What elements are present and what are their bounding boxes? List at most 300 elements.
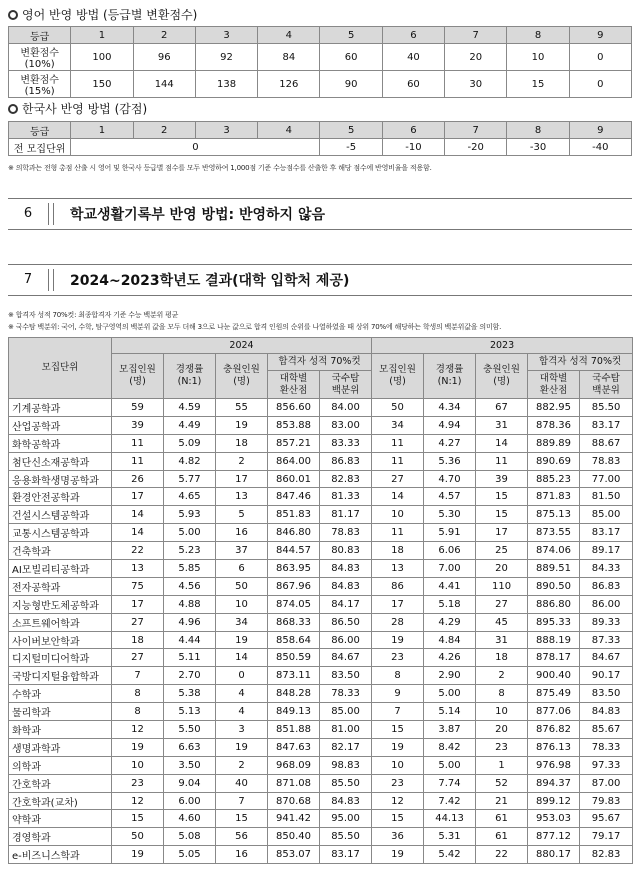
table-cell: 83.50: [320, 667, 372, 685]
table-cell: 871.83: [528, 488, 580, 506]
table-cell: 18: [216, 434, 268, 452]
table-cell: 7.00: [424, 560, 476, 578]
table-cell: 144: [133, 71, 195, 98]
table-cell: 86: [372, 577, 424, 595]
header-cell: 3: [195, 27, 257, 44]
table-cell: 4.88: [164, 595, 216, 613]
table-cell: 10: [372, 506, 424, 524]
table-cell: 14: [372, 488, 424, 506]
table-cell: 75: [112, 577, 164, 595]
table-cell: 20: [476, 560, 528, 578]
history-note: ※ 의학과는 전형 총점 산출 시 영어 및 한국사 등급별 점수를 모두 반영하여 1,000점 기준 수능점수를 산출한 후 해당 점수에 반영비율을 적용함.: [8, 164, 432, 172]
table-cell: 126: [258, 71, 320, 98]
cut-header: 합격자 성적 70%컷: [268, 354, 372, 371]
table-cell: 5.50: [164, 721, 216, 739]
table-cell: 3.87: [424, 721, 476, 739]
table-cell: 37: [216, 542, 268, 560]
header-cell: 8: [507, 122, 569, 139]
unit-name: 교통시스템공학과: [9, 524, 112, 542]
table-cell: 52: [476, 774, 528, 792]
table-cell: 6.00: [164, 792, 216, 810]
table-cell: 13: [112, 560, 164, 578]
section-title: 2024~2023학년도 결과(대학 입학처 제공): [70, 273, 350, 289]
table-cell: 5.13: [164, 703, 216, 721]
table-cell: 18: [112, 631, 164, 649]
column-header: 국수탐 백분위: [580, 371, 633, 399]
table-cell: 40: [216, 774, 268, 792]
table-cell: 880.17: [528, 846, 580, 864]
table-cell: 34: [216, 613, 268, 631]
table-cell: 15: [372, 810, 424, 828]
table-row: [9, 703, 633, 721]
unit-name: 약학과: [9, 810, 112, 828]
table-row: [9, 595, 633, 613]
cut-header: 합격자 성적 70%컷: [528, 354, 633, 371]
table-cell: 110: [476, 577, 528, 595]
header-cell: 6: [382, 122, 444, 139]
table-cell: 5.00: [424, 756, 476, 774]
table-cell: 4.60: [164, 810, 216, 828]
table-cell: 86.50: [320, 613, 372, 631]
table-cell: 84.83: [320, 792, 372, 810]
table-cell: 13: [372, 560, 424, 578]
table-cell: 868.33: [268, 613, 320, 631]
table-cell: 5.00: [424, 685, 476, 703]
header-cell: 1: [71, 122, 133, 139]
header-cell: 등급: [9, 27, 71, 44]
table-cell: 16: [216, 846, 268, 864]
table-cell: 4.27: [424, 434, 476, 452]
table-cell: 941.42: [268, 810, 320, 828]
table-cell: 11: [372, 524, 424, 542]
table-cell: 11: [372, 452, 424, 470]
table-cell: 853.07: [268, 846, 320, 864]
table-cell: 34: [372, 416, 424, 434]
table-cell: 873.11: [268, 667, 320, 685]
table-cell: 10: [372, 756, 424, 774]
table-cell: 55: [216, 399, 268, 417]
table-cell: 5.38: [164, 685, 216, 703]
unit-name: 기계공학과: [9, 399, 112, 417]
table-cell: 899.12: [528, 792, 580, 810]
table-cell: 847.46: [268, 488, 320, 506]
table-cell: 858.64: [268, 631, 320, 649]
table-cell: 45: [476, 613, 528, 631]
table-cell: 50: [216, 577, 268, 595]
table-cell: 23: [372, 649, 424, 667]
table-cell: 19: [372, 738, 424, 756]
unit-name: 건설시스템공학과: [9, 506, 112, 524]
unit-name: 응용화학생명공학과: [9, 470, 112, 488]
table-row: [9, 506, 633, 524]
year-header: 2023: [372, 338, 633, 354]
table-cell: 856.60: [268, 399, 320, 417]
table-cell: 0: [569, 71, 631, 98]
table-row: [9, 139, 632, 156]
table-cell: 50: [372, 399, 424, 417]
table-cell: 17: [112, 595, 164, 613]
table-row: [9, 44, 632, 71]
table-cell: 83.17: [580, 524, 633, 542]
table-row: [9, 434, 633, 452]
header-cell: 9: [569, 122, 631, 139]
unit-name: 전자공학과: [9, 577, 112, 595]
table-cell: 20: [445, 44, 507, 71]
table-cell: 900.40: [528, 667, 580, 685]
table-cell: 44.13: [424, 810, 476, 828]
table-cell: 10: [507, 44, 569, 71]
table-cell: 5.11: [164, 649, 216, 667]
table-cell: 18: [476, 649, 528, 667]
table-cell: 4.96: [164, 613, 216, 631]
table-cell: 4.26: [424, 649, 476, 667]
column-header: 대학별 환산점: [528, 371, 580, 399]
table-cell: 85.00: [320, 703, 372, 721]
table-cell: 22: [112, 542, 164, 560]
table-cell: 850.40: [268, 828, 320, 846]
table-cell: 83.17: [320, 846, 372, 864]
table-cell: 5.31: [424, 828, 476, 846]
table-cell: 2.90: [424, 667, 476, 685]
table-cell: 4.44: [164, 631, 216, 649]
table-cell: 857.21: [268, 434, 320, 452]
table-row: [9, 399, 633, 417]
table-cell: 81.50: [580, 488, 633, 506]
table-row: [9, 416, 633, 434]
table-cell: 849.13: [268, 703, 320, 721]
table-cell: 873.55: [528, 524, 580, 542]
table-cell: 88.67: [580, 434, 633, 452]
table-cell: 5.14: [424, 703, 476, 721]
table-cell: 86.00: [580, 595, 633, 613]
table-cell: 4.70: [424, 470, 476, 488]
table-row: [9, 738, 633, 756]
note-1: ※ 합격자 성적 70%컷: 최종합격자 기준 수능 백분위 평균: [8, 311, 179, 319]
table-cell: 78.83: [320, 524, 372, 542]
table-cell: 875.13: [528, 506, 580, 524]
table-cell: 79.17: [580, 828, 633, 846]
table-cell: 10: [476, 703, 528, 721]
table-row: [9, 846, 633, 864]
table-cell: 7: [216, 792, 268, 810]
table-row: [9, 542, 633, 560]
unit-name: 건축학과: [9, 542, 112, 560]
table-cell: 888.19: [528, 631, 580, 649]
table-cell: 78.33: [320, 685, 372, 703]
table-cell: 9.04: [164, 774, 216, 792]
table-cell: 15: [372, 721, 424, 739]
table-cell: 4.49: [164, 416, 216, 434]
table-cell: 23: [372, 774, 424, 792]
table-cell: 81.00: [320, 721, 372, 739]
table-row: [9, 828, 633, 846]
table-cell: 885.23: [528, 470, 580, 488]
unit-name: 화학과: [9, 721, 112, 739]
table-cell: 8: [112, 703, 164, 721]
table-cell: 21: [476, 792, 528, 810]
table-cell: 5.23: [164, 542, 216, 560]
table-cell: 848.28: [268, 685, 320, 703]
table-cell: 5.36: [424, 452, 476, 470]
table-cell: 변환점수(15%): [9, 71, 71, 98]
table-cell: 4.57: [424, 488, 476, 506]
table-row: [9, 71, 632, 98]
table-cell: 27: [112, 649, 164, 667]
table-cell: 878.36: [528, 416, 580, 434]
unit-name: 디지털미디어학과: [9, 649, 112, 667]
table-cell: 40: [382, 44, 444, 71]
table-row: [9, 488, 633, 506]
table-cell: 17: [476, 524, 528, 542]
unit-name: 소프트웨어학과: [9, 613, 112, 631]
table-cell: 17: [372, 595, 424, 613]
english-section-title: [8, 6, 197, 23]
table-cell: 60: [382, 71, 444, 98]
table-cell: 변환점수(10%): [9, 44, 71, 71]
table-cell: 894.37: [528, 774, 580, 792]
header-row: [9, 122, 632, 139]
table-cell: 4.59: [164, 399, 216, 417]
table-cell: 5: [216, 506, 268, 524]
table-cell: 61: [476, 810, 528, 828]
table-cell: 5.05: [164, 846, 216, 864]
table-cell: 19: [216, 631, 268, 649]
unit-header: 모집단위: [9, 338, 112, 399]
table-cell: 8: [372, 667, 424, 685]
table-cell: 878.17: [528, 649, 580, 667]
table-cell: 886.80: [528, 595, 580, 613]
table-cell: 4.65: [164, 488, 216, 506]
table-cell: 83.33: [320, 434, 372, 452]
table-cell: 0: [569, 44, 631, 71]
table-row: [9, 685, 633, 703]
table-cell: 871.08: [268, 774, 320, 792]
table-cell: 84: [258, 44, 320, 71]
table-cell: 85.00: [580, 506, 633, 524]
table-cell: 87.00: [580, 774, 633, 792]
table-cell: 84.17: [320, 595, 372, 613]
table-cell: 9: [372, 685, 424, 703]
table-cell: 968.09: [268, 756, 320, 774]
table-cell: 4.56: [164, 577, 216, 595]
table-cell: 1: [476, 756, 528, 774]
table-cell: 12: [112, 792, 164, 810]
unit-name: 간호학과(교차): [9, 792, 112, 810]
table-cell: -40: [569, 139, 631, 156]
section-number: 6: [8, 203, 49, 225]
table-cell: 19: [372, 846, 424, 864]
header-cell: 3: [195, 122, 257, 139]
table-cell: 11: [372, 434, 424, 452]
table-cell: 17: [216, 470, 268, 488]
table-cell: 89.17: [580, 542, 633, 560]
header-cell: 1: [71, 27, 133, 44]
table-cell: 19: [112, 738, 164, 756]
table-cell: 4.29: [424, 613, 476, 631]
table-cell: 15: [476, 506, 528, 524]
header-cell: 8: [507, 27, 569, 44]
table-cell: 4.34: [424, 399, 476, 417]
table-cell: 876.13: [528, 738, 580, 756]
table-cell: 5.18: [424, 595, 476, 613]
table-cell: 100: [71, 44, 133, 71]
column-header: 경쟁률 (N:1): [424, 354, 476, 399]
table-cell: 4: [216, 703, 268, 721]
unit-name: 산업공학과: [9, 416, 112, 434]
section-6-header: [8, 198, 632, 230]
column-header: 충원인원 (명): [216, 354, 268, 399]
table-cell: 895.33: [528, 613, 580, 631]
table-cell: 890.69: [528, 452, 580, 470]
table-cell: 89.33: [580, 613, 633, 631]
table-cell: 875.49: [528, 685, 580, 703]
table-cell: 18: [372, 542, 424, 560]
table-cell: 2.70: [164, 667, 216, 685]
unit-name: 물리학과: [9, 703, 112, 721]
table-cell: 84.83: [320, 560, 372, 578]
table-row: [9, 756, 633, 774]
table-cell: 86.83: [320, 452, 372, 470]
table-cell: 56: [216, 828, 268, 846]
history-title-text: 한국사 반영 방법 (감점): [22, 102, 148, 116]
table-cell: 19: [372, 631, 424, 649]
note-2: ※ 국수탐 백분위: 국어, 수학, 탐구영역의 백분위 값을 모두 더해 3으로 나눈 값으로 합격 인원의 순위를 나열하였을 때 상위 70%에 해당하는 학생의 백분위값을 의미함.: [8, 323, 502, 331]
header-cell: 2: [133, 122, 195, 139]
table-cell: 84.00: [320, 399, 372, 417]
table-cell: 6: [216, 560, 268, 578]
table-cell: 79.83: [580, 792, 633, 810]
table-cell: 81.17: [320, 506, 372, 524]
table-cell: 877.12: [528, 828, 580, 846]
table-cell: 5.85: [164, 560, 216, 578]
table-cell: 8: [112, 685, 164, 703]
table-cell: 85.67: [580, 721, 633, 739]
table-cell: 5.00: [164, 524, 216, 542]
table-cell: 4.41: [424, 577, 476, 595]
table-cell: 27: [112, 613, 164, 631]
history-grade-table: [8, 121, 632, 156]
table-cell: 874.06: [528, 542, 580, 560]
table-cell: 26: [112, 470, 164, 488]
header-row: [9, 338, 633, 354]
table-cell: 12: [372, 792, 424, 810]
column-header: 경쟁률 (N:1): [164, 354, 216, 399]
table-cell: 86.00: [320, 631, 372, 649]
table-cell: 17: [112, 488, 164, 506]
column-header: 모집인원 (명): [372, 354, 424, 399]
table-cell: 36: [372, 828, 424, 846]
table-cell: 5.93: [164, 506, 216, 524]
header-cell: 4: [258, 122, 320, 139]
table-cell: 90: [320, 71, 382, 98]
table-cell: 5.09: [164, 434, 216, 452]
unit-name: 첨단신소재공학과: [9, 452, 112, 470]
section-7-header: [8, 264, 632, 296]
unit-name: 간호학과: [9, 774, 112, 792]
table-cell: 6.63: [164, 738, 216, 756]
table-cell: 877.06: [528, 703, 580, 721]
header-cell: 7: [445, 122, 507, 139]
table-cell: 85.50: [320, 828, 372, 846]
table-cell: 15: [112, 810, 164, 828]
table-cell: -20: [445, 139, 507, 156]
header-cell: 6: [382, 27, 444, 44]
unit-name: 화학공학과: [9, 434, 112, 452]
english-grade-table: [8, 26, 632, 98]
table-cell: 19: [216, 416, 268, 434]
table-row: [9, 524, 633, 542]
table-cell: 2: [216, 756, 268, 774]
table-cell: 14: [216, 649, 268, 667]
table-cell: 31: [476, 416, 528, 434]
table-cell: 889.51: [528, 560, 580, 578]
circle-bullet-icon: [8, 104, 18, 114]
unit-name: 환경안전공학과: [9, 488, 112, 506]
table-cell: 16: [216, 524, 268, 542]
table-cell: 8.42: [424, 738, 476, 756]
table-row: [9, 810, 633, 828]
table-cell: 95.67: [580, 810, 633, 828]
table-cell: 7.74: [424, 774, 476, 792]
unit-name: 사이버보안학과: [9, 631, 112, 649]
table-cell: 5.08: [164, 828, 216, 846]
table-cell: 11: [112, 434, 164, 452]
table-cell: 864.00: [268, 452, 320, 470]
table-cell: 81.33: [320, 488, 372, 506]
unit-name: 지능형반도체공학과: [9, 595, 112, 613]
table-cell: 86.83: [580, 577, 633, 595]
table-cell: 5.77: [164, 470, 216, 488]
table-cell: 27: [476, 595, 528, 613]
table-cell: 976.98: [528, 756, 580, 774]
table-cell: 889.89: [528, 434, 580, 452]
history-section-title: [8, 100, 147, 117]
table-row: [9, 667, 633, 685]
table-cell: 28: [372, 613, 424, 631]
table-cell: 82.83: [580, 846, 633, 864]
table-cell: 84.33: [580, 560, 633, 578]
table-cell: 5.91: [424, 524, 476, 542]
unit-name: 수학과: [9, 685, 112, 703]
section-title: 학교생활기록부 반영 방법: 반영하지 않음: [70, 207, 326, 223]
table-cell: 11: [112, 452, 164, 470]
column-header: 모집인원 (명): [112, 354, 164, 399]
table-cell: 78.83: [580, 452, 633, 470]
column-header: 국수탐 백분위: [320, 371, 372, 399]
table-cell: 59: [112, 399, 164, 417]
table-cell: 863.95: [268, 560, 320, 578]
table-cell: 전 모집단위: [9, 139, 71, 156]
unit-name: 국방디지털융합학과: [9, 667, 112, 685]
table-cell: 138: [195, 71, 257, 98]
table-cell: 83.17: [580, 416, 633, 434]
table-cell: 61: [476, 828, 528, 846]
table-cell: 2: [476, 667, 528, 685]
table-cell: 2: [216, 452, 268, 470]
table-cell: 850.59: [268, 649, 320, 667]
table-cell: 11: [476, 452, 528, 470]
table-cell: 95.00: [320, 810, 372, 828]
table-cell: 50: [112, 828, 164, 846]
table-cell: 80.83: [320, 542, 372, 560]
table-cell: 7.42: [424, 792, 476, 810]
unit-name: 생명과학과: [9, 738, 112, 756]
table-cell: 4.84: [424, 631, 476, 649]
table-cell: 851.88: [268, 721, 320, 739]
table-cell: 890.50: [528, 577, 580, 595]
table-row: [9, 577, 633, 595]
table-cell: 23: [476, 738, 528, 756]
